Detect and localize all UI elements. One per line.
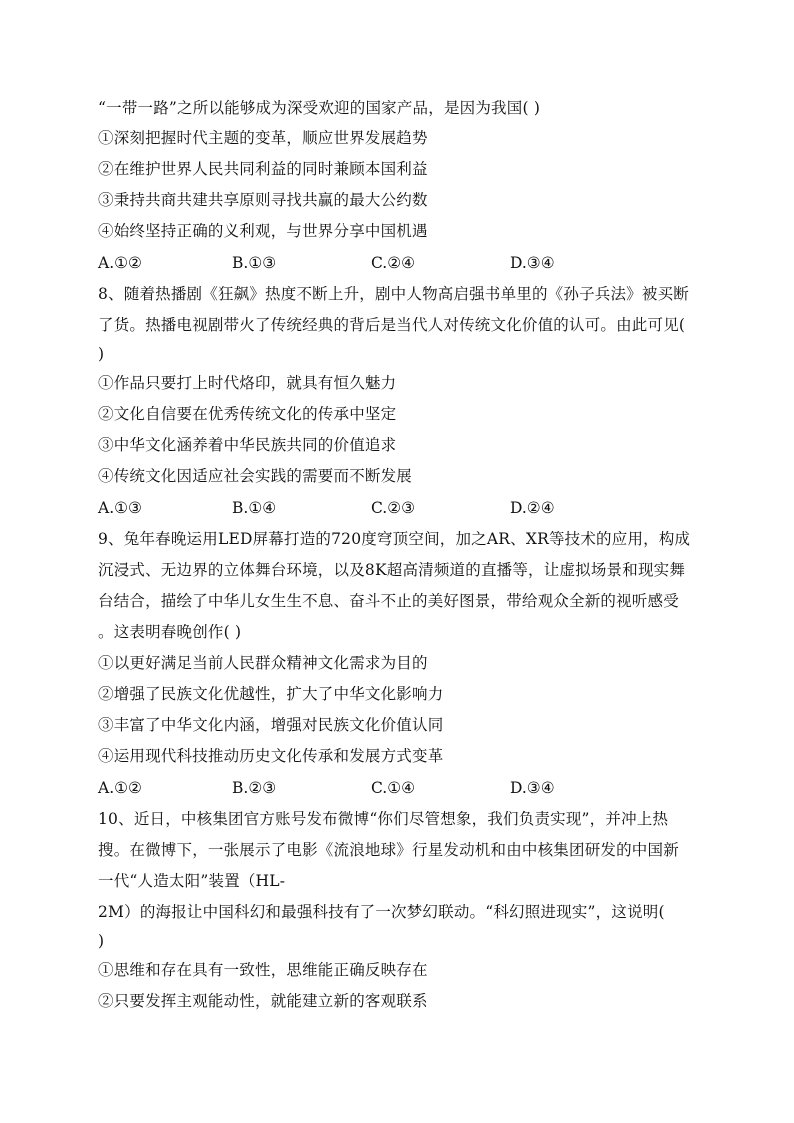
q9-stem-line-3: 台结合，描绘了中华儿女生生不息、奋斗不止的美好图景，带给观众全新的视听感受 bbox=[98, 592, 679, 610]
q8-stem-line-3: ) bbox=[98, 345, 105, 363]
q7-option-d[interactable]: D.③④ bbox=[510, 254, 555, 272]
q9-stem-line-1: 9、兔年春晚运用LED屏幕打造的720度穹顶空间，加之AR、XR等技术的应用，构成 bbox=[98, 530, 691, 548]
q7-item-3: ③秉持共商共建共享原则寻找共赢的最大公约数 bbox=[98, 191, 428, 209]
q7-item-4: ④始终坚持正确的义利观，与世界分享中国机遇 bbox=[98, 222, 428, 240]
q7-option-b[interactable]: B.①③ bbox=[232, 254, 277, 272]
q10-item-2: ②只要发挥主观能动性，就能建立新的客观联系 bbox=[98, 992, 428, 1010]
q9-option-c[interactable]: C.①④ bbox=[371, 779, 416, 797]
q8-stem-line-2: 了货。热播电视剧带火了传统经典的背后是当代人对传统文化价值的认可。由此可见( bbox=[98, 316, 686, 334]
q9-item-2: ②增强了民族文化优越性，扩大了中华文化影响力 bbox=[98, 685, 444, 703]
q7-option-a[interactable]: A.①② bbox=[98, 254, 142, 272]
q8-item-3: ③中华文化涵养着中华民族共同的价值追求 bbox=[98, 436, 397, 454]
q8-item-4: ④传统文化因适应社会实践的需要而不断发展 bbox=[98, 467, 413, 485]
q9-stem-line-4: 。这表明春晚创作( ) bbox=[98, 623, 242, 641]
q8-item-1: ①作品只要打上时代烙印，就具有恒久魅力 bbox=[98, 374, 397, 392]
q9-option-a[interactable]: A.①② bbox=[98, 779, 142, 797]
q10-stem-line-4: 2M）的海报让中国科幻和最强科技有了一次梦幻联动。“科幻照进现实”，这说明( bbox=[98, 903, 665, 921]
q8-item-2: ②文化自信要在优秀传统文化的传承中坚定 bbox=[98, 405, 397, 423]
q8-stem-line-1: 8、随着热播剧《狂飙》热度不断上升，剧中人物高启强书单里的《孙子兵法》被买断 bbox=[98, 285, 689, 303]
q7-item-2: ②在维护世界人民共同利益的同时兼顾本国利益 bbox=[98, 160, 428, 178]
q9-option-b[interactable]: B.②③ bbox=[232, 779, 277, 797]
q8-option-b[interactable]: B.①④ bbox=[232, 499, 277, 517]
q8-option-d[interactable]: D.②④ bbox=[510, 499, 555, 517]
q10-item-1: ①思维和存在具有一致性，思维能正确反映存在 bbox=[98, 961, 428, 979]
q7-item-1: ①深刻把握时代主题的变革，顺应世界发展趋势 bbox=[98, 129, 428, 147]
q9-item-1: ①以更好满足当前人民群众精神文化需求为目的 bbox=[98, 654, 428, 672]
q9-item-3: ③丰富了中华文化内涵，增强对民族文化价值认同 bbox=[98, 716, 444, 734]
q7-option-c[interactable]: C.②④ bbox=[371, 254, 416, 272]
q8-option-a[interactable]: A.①③ bbox=[98, 499, 142, 517]
q9-item-4: ④运用现代科技推动历史文化传承和发展方式变革 bbox=[98, 747, 444, 765]
q10-stem-line-5: ) bbox=[98, 932, 105, 950]
q8-option-c[interactable]: C.②③ bbox=[371, 499, 416, 517]
q9-stem-line-2: 沉浸式、无边界的立体舞台环境，以及8K超高清频道的直播等，让虚拟场景和现实舞 bbox=[98, 561, 686, 579]
q10-stem-line-3: 一代“人造太阳”装置（HL- bbox=[98, 872, 286, 890]
q7-stem: “一带一路”之所以能够成为深受欢迎的国家产品，是因为我国( ) bbox=[98, 99, 541, 117]
q10-stem-line-2: 搜。在微博下，一张展示了电影《流浪地球》行星发动机和由中核集团研发的中国新 bbox=[98, 841, 679, 859]
q9-option-d[interactable]: D.③④ bbox=[510, 779, 555, 797]
q10-stem-line-1: 10、近日，中核集团官方账号发布微博“你们尽管想象，我们负责实现”，并冲上热 bbox=[98, 810, 669, 828]
